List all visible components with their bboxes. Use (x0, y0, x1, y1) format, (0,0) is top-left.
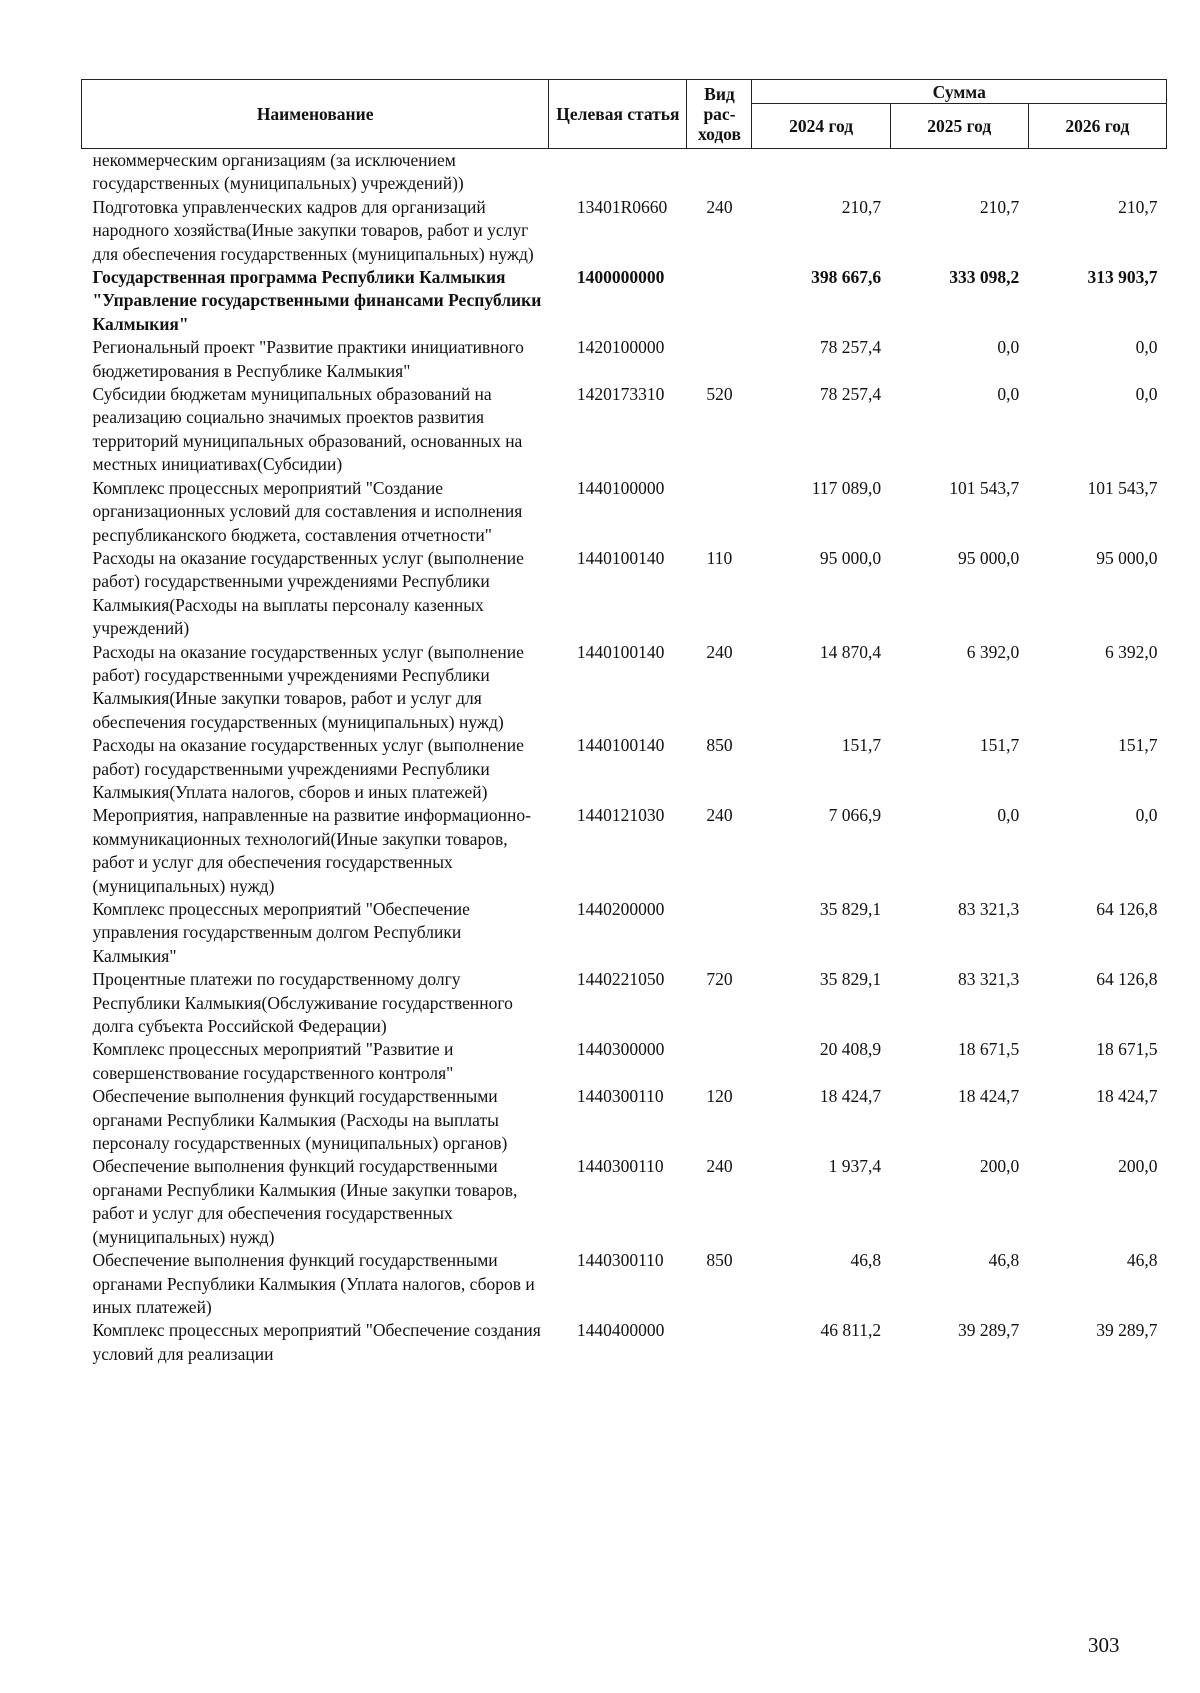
cell-type: 240 (706, 196, 733, 217)
table-row (82, 1155, 1167, 1249)
cell-name: Региональный проект "Развитие практики инициативного бюджетирования в Республике Калмыкия" (92, 337, 524, 381)
cell-2026: 200,0 (1118, 1156, 1158, 1177)
cell-2025: 83 321,3 (958, 969, 1020, 990)
table-row (82, 1319, 1167, 1366)
cell-target: 1440100140 (576, 547, 665, 568)
cell-target: 1440300110 (576, 1156, 664, 1177)
table-row (82, 336, 1167, 383)
cell-name: Комплекс процессных мероприятий "Обеспечение создания условий для реализации (92, 1320, 541, 1364)
cell-2024: 35 829,1 (819, 899, 882, 919)
cell-2024: 18 424,7 (819, 1086, 882, 1107)
cell-2024: 1 937,4 (828, 1156, 882, 1177)
cell-name: Комплекс процессных мероприятий "Обеспечение управления государственным долгом Республики Калмыкия" (92, 899, 470, 966)
cell-type: 240 (706, 805, 733, 826)
cell-2025: 200,0 (979, 1156, 1020, 1177)
table-row (82, 477, 1167, 547)
table-row (82, 804, 1167, 898)
cell-name: Мероприятия, направленные на развитие информационно-коммуникационных технологий(Иные закупки товаров, работ и услуг для обеспечения государственных (муниципальных) нужд) (92, 805, 531, 896)
cell-name: Субсидии бюджетам муниципальных образований на реализацию социально значимых проектов развития территорий муниципальных образований, основанных на местных инициативах(Субсидии) (92, 384, 523, 475)
cell-name: Подготовка управленческих кадров для организаций народного хозяйства(Иные закупки товаров, работ и услуг для обеспечения государственных (муниципальных) нужд) (92, 196, 534, 264)
cell-target: 1440300110 (576, 1250, 664, 1271)
cell-2025: 83 321,3 (958, 899, 1020, 919)
table-body (82, 149, 1167, 1367)
cell-name: Государственная программа Республики Калмыкия "Управление государственными финансами Республики Калмыкия" (92, 267, 542, 334)
cell-2025: 18 424,7 (958, 1086, 1020, 1107)
cell-2024: 398 667,6 (811, 267, 882, 288)
cell-name: некоммерческим организациям (за исключением государственных (муниципальных) учреждений)) (92, 150, 464, 194)
table-row (82, 1249, 1167, 1319)
cell-2026: 39 289,7 (1096, 1320, 1158, 1341)
cell-2024: 78 257,4 (819, 337, 882, 358)
cell-2024: 46 811,2 (820, 1320, 882, 1341)
cell-target: 1440300000 (576, 1039, 665, 1060)
cell-type: 720 (706, 969, 733, 990)
cell-2025: 0,0 (997, 337, 1020, 358)
cell-2026: 64 126,8 (1096, 899, 1158, 919)
header-year-2025: 2025 год (890, 104, 1028, 149)
cell-type: 850 (706, 1250, 733, 1271)
cell-type: 520 (706, 384, 733, 405)
cell-type (687, 477, 752, 547)
cell-2024 (752, 149, 890, 196)
header-year-2026: 2026 год (1028, 104, 1166, 149)
cell-2024: 14 870,4 (819, 641, 882, 662)
cell-2026: 18 671,5 (1096, 1039, 1158, 1060)
cell-name: Процентные платежи по государственному долгу Республики Калмыкия(Обслуживание государственного долга субъекта Российской Федерации) (92, 969, 513, 1037)
cell-2026: 0,0 (1135, 384, 1158, 405)
cell-type (687, 1038, 752, 1085)
table-row (82, 734, 1167, 804)
cell-2025: 39 289,7 (958, 1320, 1020, 1341)
cell-2024: 7 066,9 (828, 805, 882, 826)
cell-2026: 64 126,8 (1096, 969, 1158, 990)
cell-2025 (890, 149, 1028, 196)
cell-target: 1440300110 (576, 1086, 664, 1107)
cell-2026: 0,0 (1135, 337, 1158, 358)
cell-type: 240 (706, 1156, 733, 1177)
table-row (82, 641, 1167, 735)
header-sum: Сумма (752, 80, 1167, 104)
cell-2025: 6 392,0 (966, 641, 1020, 662)
cell-target: 1420100000 (576, 337, 665, 358)
cell-target: 1400000000 (576, 267, 665, 288)
cell-type: 110 (706, 547, 733, 568)
cell-2024: 95 000,0 (819, 547, 882, 568)
cell-target: 1440121030 (576, 805, 665, 826)
cell-2026: 6 392,0 (1105, 641, 1158, 662)
cell-2024: 151,7 (841, 735, 882, 756)
cell-target: 1440100140 (576, 735, 665, 756)
cell-name: Расходы на оказание государственных услуг (выполнение работ) государственными учреждениями Республики Калмыкия(Иные закупки товаров, работ и услуг для обеспечения государственных (муниципальных) нужд) (92, 641, 524, 732)
cell-type (687, 1319, 752, 1366)
cell-2026: 46,8 (1126, 1250, 1158, 1271)
table-row (82, 898, 1167, 968)
cell-type: 240 (706, 641, 733, 662)
header-year-2024: 2024 год (752, 104, 890, 149)
cell-name: Расходы на оказание государственных услуг (выполнение работ) государственными учреждениями Республики Калмыкия(Уплата налогов, сборов и иных платежей) (92, 735, 524, 802)
cell-target: 1440100000 (576, 477, 665, 498)
table-row (82, 149, 1167, 196)
table-row (82, 266, 1167, 336)
cell-2026: 313 903,7 (1087, 267, 1158, 288)
cell-2025: 95 000,0 (958, 547, 1020, 568)
cell-target: 13401R0660 (576, 196, 668, 217)
cell-2024: 210,7 (841, 196, 882, 217)
cell-2024: 20 408,9 (819, 1039, 882, 1060)
cell-2026: 101 543,7 (1087, 477, 1158, 498)
cell-name: Обеспечение выполнения функций государственными органами Республики Калмыкия (Уплата налогов, сборов и иных платежей) (92, 1250, 535, 1317)
cell-2025: 210,7 (979, 196, 1020, 217)
table-row (82, 1085, 1167, 1155)
cell-name: Расходы на оказание государственных услуг (выполнение работ) государственными учреждениями Республики Калмыкия(Расходы на выплаты персоналу казенных учреждений) (92, 547, 524, 639)
cell-2024: 78 257,4 (819, 384, 882, 405)
cell-target: 1440221050 (576, 969, 665, 990)
cell-name: Обеспечение выполнения функций государственными органами Республики Калмыкия (Иные закупки товаров, работ и услуг для обеспечения государственных (муниципальных) нужд) (92, 1156, 518, 1247)
table-row (82, 196, 1167, 266)
cell-type (687, 336, 752, 383)
cell-type (687, 898, 752, 968)
cell-2026 (1028, 149, 1166, 196)
cell-2024: 117 089,0 (811, 477, 882, 498)
cell-2025: 333 098,2 (949, 267, 1020, 288)
cell-2026: 95 000,0 (1096, 547, 1158, 568)
table-row (82, 968, 1167, 1038)
cell-2026: 18 424,7 (1096, 1086, 1158, 1107)
cell-2026: 0,0 (1135, 805, 1158, 826)
cell-2026: 210,7 (1118, 196, 1158, 217)
cell-target: 1440400000 (576, 1320, 665, 1341)
cell-target (549, 149, 687, 196)
cell-target: 1440100140 (576, 641, 665, 662)
header-type: Вид рас-ходов (687, 80, 752, 149)
cell-2025: 101 543,7 (949, 477, 1020, 498)
cell-target: 1420173310 (576, 384, 665, 405)
cell-type: 120 (706, 1086, 733, 1107)
cell-name: Комплекс процессных мероприятий "Развитие и совершенствование государственного контроля" (92, 1039, 454, 1083)
cell-2024: 35 829,1 (819, 969, 882, 990)
table-row (82, 1038, 1167, 1085)
cell-name: Комплекс процессных мероприятий "Создание организационных условий для составления и исполнения республиканского бюджета, составления отчетности" (92, 477, 523, 545)
cell-2026: 151,7 (1118, 735, 1158, 756)
header-name: Наименование (82, 80, 549, 149)
header-target: Целевая статья (549, 80, 687, 149)
cell-2025: 18 671,5 (958, 1039, 1020, 1060)
cell-2025: 0,0 (997, 805, 1020, 826)
budget-table (81, 79, 1167, 1366)
cell-type: 850 (706, 735, 733, 756)
cell-type (687, 266, 752, 336)
cell-type (687, 149, 752, 196)
table-row (82, 547, 1167, 641)
cell-target: 1440200000 (576, 899, 665, 919)
page-number: 303 (1088, 1633, 1120, 1657)
cell-2025: 151,7 (979, 735, 1020, 756)
table-row (82, 383, 1167, 477)
cell-2025: 46,8 (988, 1250, 1020, 1271)
cell-name: Обеспечение выполнения функций государственными органами Республики Калмыкия (Расходы на выплаты персоналу государственных (муниципальных) органов) (92, 1086, 508, 1154)
cell-2024: 46,8 (850, 1250, 882, 1271)
table-header (82, 80, 1167, 149)
cell-2025: 0,0 (997, 384, 1020, 405)
